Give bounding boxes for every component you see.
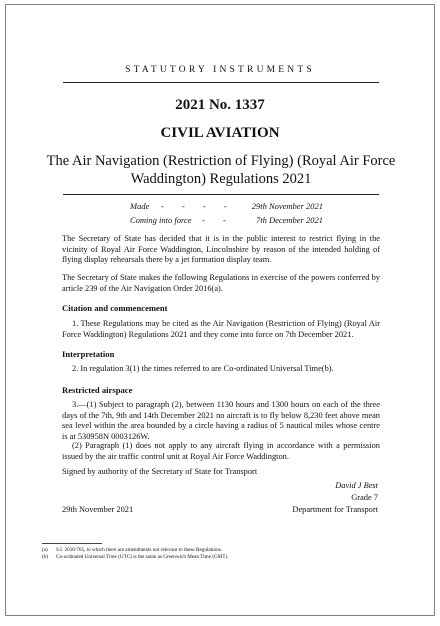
signatory-name: David J Best (335, 481, 378, 490)
subject-heading: CIVIL AVIATION (160, 125, 280, 141)
dates-top-rule (63, 194, 379, 195)
footnote-mark: (b) (42, 554, 49, 560)
made-label: Made (130, 201, 150, 211)
preamble-paragraph-1: The Secretary of State has decided that it is in the public interest to restrict flying in the vicinity of Royal Air Force Waddington, Lincolnshire by reason of the intended holding of flying display rehearsals there by a jet formation display team. (62, 234, 380, 265)
series-label: STATUTORY INSTRUMENTS (125, 65, 315, 75)
force-date-row (6, 215, 434, 227)
footnote-b (42, 554, 422, 562)
footnote-rule (42, 543, 102, 544)
instrument-title (26, 152, 416, 188)
citation-heading: Citation and commencement (62, 303, 168, 313)
restricted-heading: Restricted airspace (62, 385, 133, 395)
citation-text: 1. These Regulations may be cited as the Air Navigation (Restriction of Flying) (Royal Air Force Waddington) Regulations 2021 and they come into force on 7th December 2021. (62, 319, 380, 339)
made-dashes: - - - - (161, 201, 235, 211)
signature-date: 29th November 2021 (62, 505, 134, 514)
signed-by-authority: Signed by authority of the Secretary of State for Transport (62, 467, 258, 476)
force-label: Coming into force (130, 215, 192, 225)
footnote-text: S.I. 2016/765, to which there are amendments not relevant to these Regulations. (56, 547, 223, 553)
document-page (5, 4, 435, 616)
title-line-1: The Air Navigation (Restriction of Flying) (Royal Air Force (46, 153, 396, 169)
restricted-text-2: (2) Paragraph (1) does not apply to any aircraft flying in accordance with a permission issued by the air traffic control unit at Royal Air Force Waddington. (62, 441, 380, 461)
signatory-department: Department for Transport (292, 505, 378, 514)
footnote-mark: (a) (42, 547, 48, 553)
title-line-2: Waddington) Regulations 2021 (130, 171, 312, 187)
restricted-text-1: 3.—(1) Subject to paragraph (2), between 1130 hours and 1300 hours on each of the three days of the 7th, 9th and 14th December 2021 no aircraft is to fly below 8,230 feet above mean sea level within the area bounded by a circle having a radius of 5 nautical miles whose centre is at 530958N 0003126W. (62, 400, 380, 441)
force-dashes: - - (202, 215, 234, 225)
preamble-paragraph-2: The Secretary of State makes the following Regulations in exercise of the powers conferred by article 239 of the Air Navigation Order 2016(a). (62, 273, 380, 293)
interpretation-heading: Interpretation (62, 349, 115, 359)
header-rule (63, 82, 379, 83)
force-date: 7th December 2021 (255, 215, 323, 225)
signatory-grade: Grade 7 (351, 493, 378, 502)
footnote-text: Co-ordinated Universal Time (UTC) is the same as Greenwich Mean Time (GMT). (56, 554, 229, 560)
interpretation-text: 2. In regulation 3(1) the times referred to are Co-ordinated Universal Time(b). (72, 364, 334, 373)
made-date-row (6, 201, 434, 213)
made-date: 29th November 2021 (251, 201, 323, 211)
si-number: 2021 No. 1337 (175, 97, 265, 113)
